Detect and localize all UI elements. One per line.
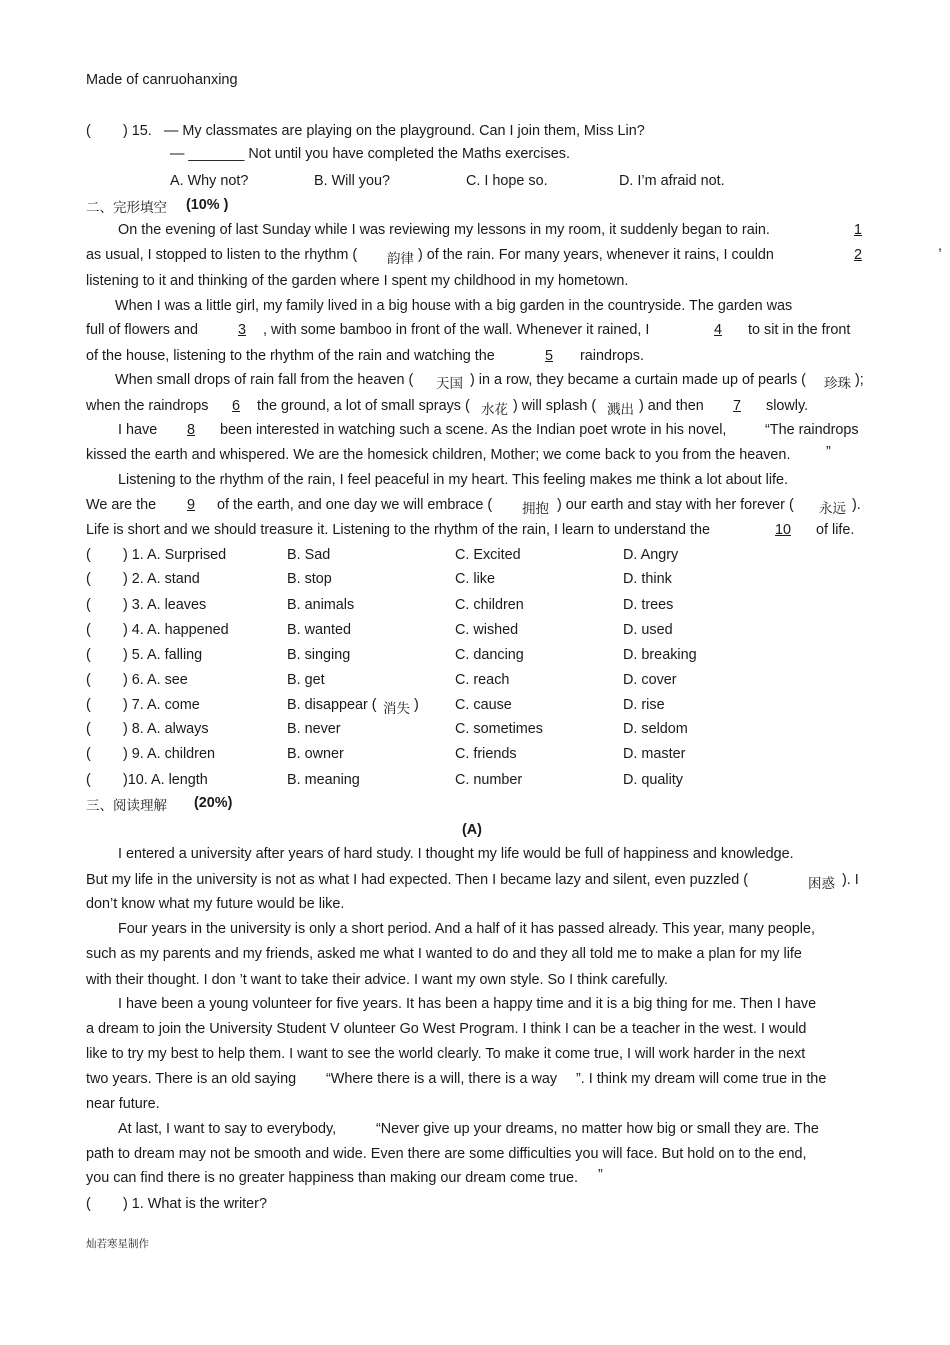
cloze-gloss: 韵律 [387, 251, 414, 267]
cloze-blank: 4 [713, 322, 722, 338]
cloze-line: ” [826, 444, 831, 460]
cloze-line: to sit in the front [748, 322, 851, 338]
reading-gloss: 困惑 [808, 876, 835, 892]
reading-line: Four years in the university is only a short period. And a half of it has passed already. This year, many people, [118, 921, 815, 937]
choice-a: ) 2. A. stand [123, 571, 200, 587]
choice-b: B. get [287, 672, 325, 688]
cloze-blank: 2 [853, 247, 862, 263]
header-made-of: Made of canruohanxing [86, 72, 238, 88]
q15-paren-open: ( [86, 123, 91, 139]
q15-option-c: C. I hope so. [466, 173, 548, 189]
choice-c: C. reach [455, 672, 510, 688]
reading-question: ) 1. What is the writer? [123, 1196, 267, 1212]
cloze-line: ) in a row, they became a curtain made up of pearls ( [470, 372, 806, 388]
cloze-line: listening to it and thinking of the garden where I spent my childhood in my hometown. [86, 273, 629, 289]
cloze-line: slowly. [766, 398, 809, 414]
choice-d: D. quality [623, 772, 683, 788]
choice-c: C. sometimes [455, 721, 543, 737]
q15-option-d: D. I’m afraid not. [619, 173, 725, 189]
cloze-line: as usual, I stopped to listen to the rhythm ( [86, 247, 358, 263]
choice-b: B. owner [287, 746, 344, 762]
reading-part-label: (A) [462, 822, 482, 838]
reading-line: two years. There is an old saying [86, 1071, 297, 1087]
reading-line: near future. [86, 1096, 160, 1112]
cloze-line: the ground, a lot of small sprays ( [257, 398, 470, 414]
cloze-line: , with some bamboo in front of the wall. Whenever it rained, I [263, 322, 650, 338]
choice-b: B. disappear ( [287, 697, 377, 713]
cloze-line: when the raindrops [86, 398, 209, 414]
reading-line: I entered a university after years of hard study. I thought my life would be full of happiness and knowledge. [118, 846, 794, 862]
choice-a: ) 8. A. always [123, 721, 209, 737]
q15-answer: — _______ Not until you have completed the Maths exercises. [170, 146, 570, 162]
cloze-blank: 3 [237, 322, 246, 338]
choice-b: B. stop [287, 571, 332, 587]
choice-d: D. used [623, 622, 673, 638]
choice-b: B. animals [287, 597, 355, 613]
choice-c: C. wished [455, 622, 519, 638]
reading-line: a dream to join the University Student V olunteer Go West Program. I think I can be a teacher in the west. I would [86, 1021, 807, 1037]
cloze-line: full of flowers and [86, 322, 198, 338]
reading-line: At last, I want to say to everybody, [118, 1121, 337, 1137]
reading-line: don’t know what my future would be like. [86, 896, 345, 912]
choice-b: B. never [287, 721, 341, 737]
reading-line: ”. I think my dream will come true in the [576, 1071, 827, 1087]
choice-d: D. Angry [623, 547, 679, 563]
reading-line: I have been a young volunteer for five years. It has been a happy time and it is a big thing for me. Then I have [118, 996, 817, 1012]
reading-line: like to try my best to help them. I want to see the world clearly. To make it come true, I will work harder in the next [86, 1046, 806, 1062]
choice-c: C. cause [455, 697, 512, 713]
choice-d: D. trees [623, 597, 674, 613]
choice-c: C. children [455, 597, 524, 613]
choice-d: D. think [623, 571, 672, 587]
cloze-line: of the earth, and one day we will embrace ( [217, 497, 493, 513]
q15-option-a: A. Why not? [170, 173, 249, 189]
choice-d: D. cover [623, 672, 677, 688]
footer-text: 灿若寒星制作 [86, 1238, 149, 1250]
cloze-blank: 6 [231, 398, 240, 414]
cloze-gloss: 永远 [819, 501, 846, 517]
choice-a: )10. A. length [123, 772, 208, 788]
cloze-line: of life. [816, 522, 855, 538]
choice-c: C. dancing [455, 647, 524, 663]
cloze-gloss: 水花 [481, 402, 508, 418]
cloze-line: ) of the rain. For many years, whenever it rains, I couldn [418, 247, 774, 263]
choice-d: D. seldom [623, 721, 688, 737]
cloze-blank: 5 [544, 348, 553, 364]
reading-line: such as my parents and my friends, asked me what I wanted to do and they all told me to make a plan for my life [86, 946, 802, 962]
cloze-gloss: 溅出 [607, 402, 634, 418]
choice-a: ) 7. A. come [123, 697, 200, 713]
choice-c: C. number [455, 772, 523, 788]
cloze-blank: 8 [186, 422, 195, 438]
cloze-gloss: 天国 [436, 376, 463, 392]
reading-line: ). I [842, 872, 859, 888]
reading-line: But my life in the university is not as what I had expected. Then I became lazy and silent, even puzzled ( [86, 872, 749, 888]
cloze-line: of the house, listening to the rhythm of the rain and watching the [86, 348, 495, 364]
cloze-line: ) and then [639, 398, 704, 414]
cloze-line: ); [855, 372, 864, 388]
section2-title: 二、完形填空 [86, 200, 167, 216]
cloze-line: raindrops. [580, 348, 644, 364]
cloze-line: ). [852, 497, 861, 513]
choice-a: ) 5. A. falling [123, 647, 203, 663]
question-paren: ( [86, 1196, 91, 1212]
choice-a: ) 9. A. children [123, 746, 215, 762]
choice-d: D. breaking [623, 647, 697, 663]
stray-mark: , [938, 238, 942, 254]
q15-number: ) 15. [123, 123, 152, 139]
section3-score: (20%) [194, 795, 233, 811]
reading-line: ” [598, 1167, 603, 1183]
choice-c: C. Excited [455, 547, 521, 563]
choice-a: ) 3. A. leaves [123, 597, 207, 613]
reading-line: with their thought. I don ’t want to take their advice. I want my own style. So I think carefully. [86, 972, 669, 988]
choice-a: ) 6. A. see [123, 672, 188, 688]
reading-line: you can find there is no greater happiness than making our dream come true. [86, 1170, 578, 1186]
choice-a: ) 4. A. happened [123, 622, 229, 638]
cloze-line: We are the [86, 497, 157, 513]
cloze-gloss: 拥抱 [522, 501, 549, 517]
cloze-gloss: 珍珠 [824, 376, 851, 392]
cloze-line: ) our earth and stay with her forever ( [557, 497, 794, 513]
q15-question: — My classmates are playing on the playground. Can I join them, Miss Lin? [164, 123, 645, 139]
cloze-line: “The raindrops [765, 422, 859, 438]
choice-b-gloss: 消失 [383, 701, 410, 717]
choice-b-end: ) [414, 697, 419, 713]
choice-b: B. meaning [287, 772, 360, 788]
choice-d: D. rise [623, 697, 665, 713]
cloze-line: I have [118, 422, 158, 438]
cloze-line: Listening to the rhythm of the rain, I feel peaceful in my heart. This feeling makes me think a lot about life. [118, 472, 789, 488]
choice-c: C. like [455, 571, 495, 587]
reading-line: path to dream may not be smooth and wide. Even there are some difficulties you will face. But hold on to the end, [86, 1146, 807, 1162]
cloze-line: Life is short and we should treasure it. Listening to the rhythm of the rain, I learn to understand the [86, 522, 710, 538]
reading-line: “Where there is a will, there is a way [326, 1071, 558, 1087]
cloze-blank: 9 [186, 497, 195, 513]
cloze-line: ) will splash ( [513, 398, 597, 414]
cloze-line: When small drops of rain fall from the heaven ( [115, 372, 414, 388]
choice-b: B. singing [287, 647, 351, 663]
choice-b: B. Sad [287, 547, 331, 563]
cloze-line: On the evening of last Sunday while I was reviewing my lessons in my room, it suddenly began to rain. [118, 222, 770, 238]
cloze-line: kissed the earth and whispered. We are the homesick children, Mother; we come back to you from the heaven. [86, 447, 791, 463]
cloze-blank: 10 [774, 522, 791, 538]
cloze-blank: 1 [853, 222, 862, 238]
cloze-line: been interested in watching such a scene. As the Indian poet wrote in his novel, [220, 422, 727, 438]
choice-b: B. wanted [287, 622, 351, 638]
section3-title: 三、阅读理解 [86, 798, 167, 814]
cloze-line: When I was a little girl, my family lived in a big house with a big garden in the countryside. The garden was [115, 298, 793, 314]
section2-score: (10% ) [186, 197, 229, 213]
cloze-blank: 7 [732, 398, 741, 414]
reading-line: “Never give up your dreams, no matter how big or small they are. The [376, 1121, 819, 1137]
choice-c: C. friends [455, 746, 517, 762]
choice-a: ) 1. A. Surprised [123, 547, 227, 563]
q15-option-b: B. Will you? [314, 173, 390, 189]
choice-d: D. master [623, 746, 686, 762]
